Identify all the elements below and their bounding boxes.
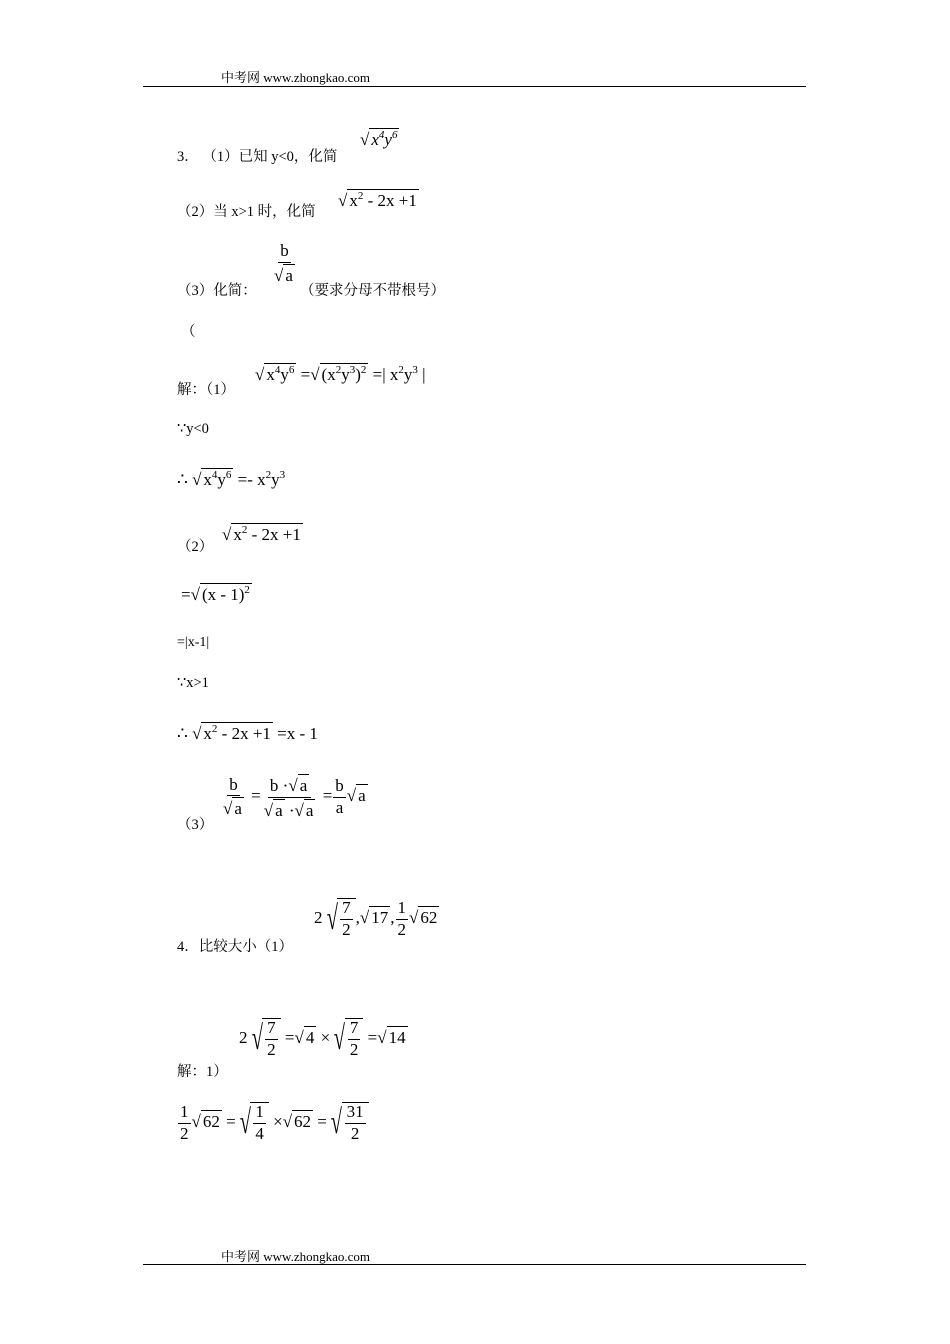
q3-part2-label: （2）当 x>1 时，化简 [177, 204, 316, 220]
sol3-because1: ∵y<0 [177, 421, 209, 437]
q4-label: 4．比较大小（1） [177, 939, 293, 955]
sol3-label: 解：（1） [177, 382, 235, 398]
therefore-symbol-2: ∴ [177, 724, 188, 743]
header-site: 中考网 www.zhongkao.com [221, 70, 370, 85]
sol3-result1: ∴ √ $x^4y^6 =- x^2y^3$ [177, 469, 286, 489]
q4-expr: 2 √ $\frac{7}{2}$ ,√ 17 , $\frac{1}{2}$ √ 62 [314, 898, 438, 939]
therefore-symbol: ∴ [177, 470, 188, 489]
sol4-label: 解：1） [177, 1064, 228, 1080]
sol3-result2: ∴ √ $x^2 - 2x +1 =x - 1$ [177, 723, 318, 743]
sol3-part2-step: =√ (x - 1)$^2$ [181, 584, 250, 604]
q3-part1-expr: √ $x^4y^6$ [360, 129, 398, 149]
q3-number: 3． [177, 149, 199, 165]
sol4-line2: $\frac{1}{2}$ √ 62 = √ $\frac{1}{4}$ ×√ 62 = √ $\frac{31}{2}$ [177, 1102, 369, 1143]
sol3-because2: ∵x>1 [177, 675, 209, 691]
q3-part1-label: （1）已知 y<0，化简 [202, 149, 338, 165]
stray-paren: （ [181, 324, 196, 340]
q3-part3-expr: $\frac{b}{√ a}$ [274, 241, 293, 285]
q3-part2-expr: √ $x^2 - 2x +1$ [338, 190, 417, 210]
sol3-line1: √ $x^4y^6$ =√ $(x^2y^3)^2$ =| $x^2y^3$ | [255, 364, 426, 384]
header-rule [143, 86, 806, 87]
footer-rule [143, 1264, 806, 1265]
sol3-abs: =|x-1| [177, 635, 210, 650]
sol3-part3-expr: $\frac{b}{√ a}$ = $\frac{b \cdot√ a}{√ a \cdot√ a}$ = $\frac{b}{a}$ √ a [223, 774, 366, 820]
sol4-line1: 2 √ $\frac{7}{2}$ =√ 4 × √ $\frac{7}{2}$ =√ 14 [239, 1018, 406, 1059]
q3-part3-note: （要求分母不带根号） [300, 283, 445, 299]
q3-part1 [177, 145, 337, 166]
sol3-part2-expr: √ $x^2 - 2x +1$ [222, 524, 301, 544]
q3-part3-label: （3）化简： [177, 283, 257, 299]
sol3-part2-label: （2） [177, 539, 214, 555]
footer-site: 中考网 www.zhongkao.com [221, 1249, 370, 1264]
sol3-part3-label: （3） [177, 817, 214, 833]
